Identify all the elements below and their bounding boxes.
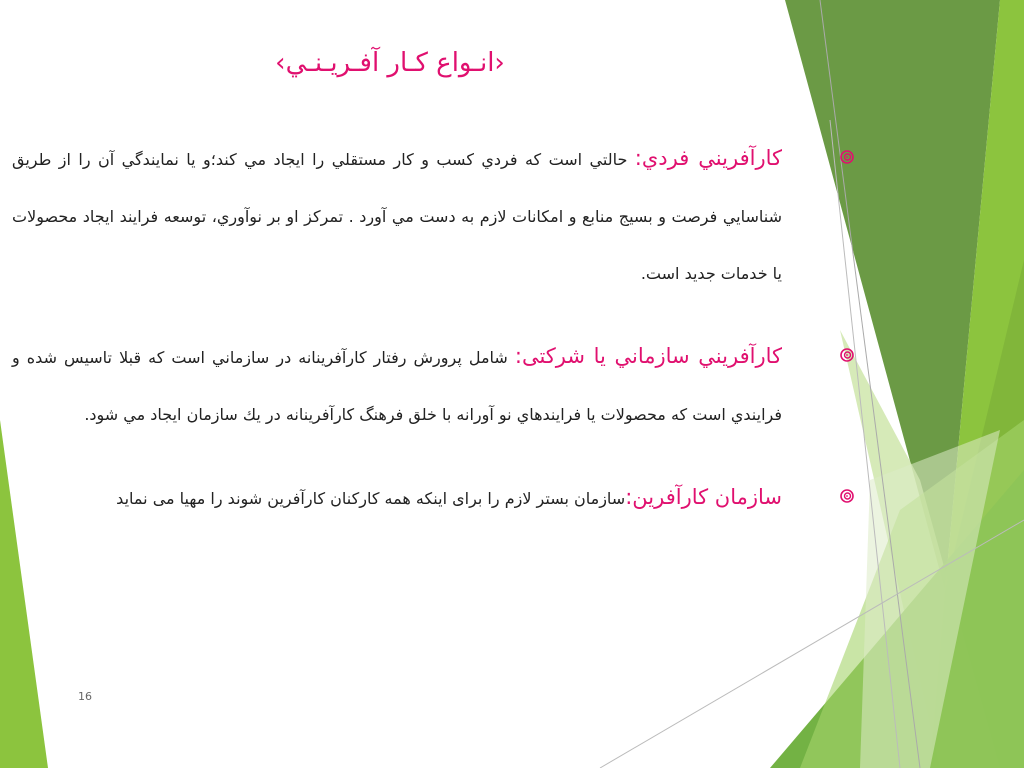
bullet-item-entrepreneurial-org bbox=[12, 469, 782, 527]
spiral-bullet-icon bbox=[840, 150, 854, 164]
slide-content bbox=[12, 130, 782, 553]
bullet-term: كارآفريني فردي: bbox=[634, 146, 782, 170]
bullet-item-organizational bbox=[12, 328, 782, 443]
spiral-bullet-icon bbox=[840, 489, 854, 503]
slide-number: 16 bbox=[78, 690, 92, 703]
spiral-bullet-icon bbox=[840, 348, 854, 362]
bullet-text bbox=[12, 130, 782, 302]
bullet-text bbox=[12, 328, 782, 443]
bullet-item-individual bbox=[12, 130, 782, 302]
bullet-body: شامل پرورش رفتار كارآفرينانه در سازماني است كه قبلا تاسيس شده و فرايندي است كه محصولات يا فرايندهاي نو آورانه با خلق فرهنگ كارآفرينانه در يك سازمان ايجاد مي شود. bbox=[12, 348, 782, 424]
bullet-body: حالتي است كه فردي كسب و كار مستقلي را ايجاد مي كند؛و يا نمايندگي آن را از طريق شناسايي فرصت و بسيج منابع و امكانات لازم به دست مي آورد . تمركز او بر نوآوري، توسعه فرايند ايجاد محصولات يا خدمات جديد است. bbox=[12, 150, 782, 283]
bullet-text bbox=[12, 469, 782, 527]
slide-title: ‹انـواع کـار آفـریـنـي› bbox=[275, 48, 505, 78]
bullet-term: كارآفريني سازماني يا شرکتی: bbox=[514, 344, 782, 368]
bullet-body: سازمان بستر لازم را برای اینکه همه کارکنان کارآفرین شوند را مهیا می نماید bbox=[116, 489, 626, 508]
bullet-term: سازمان کارآفرین: bbox=[625, 485, 782, 509]
